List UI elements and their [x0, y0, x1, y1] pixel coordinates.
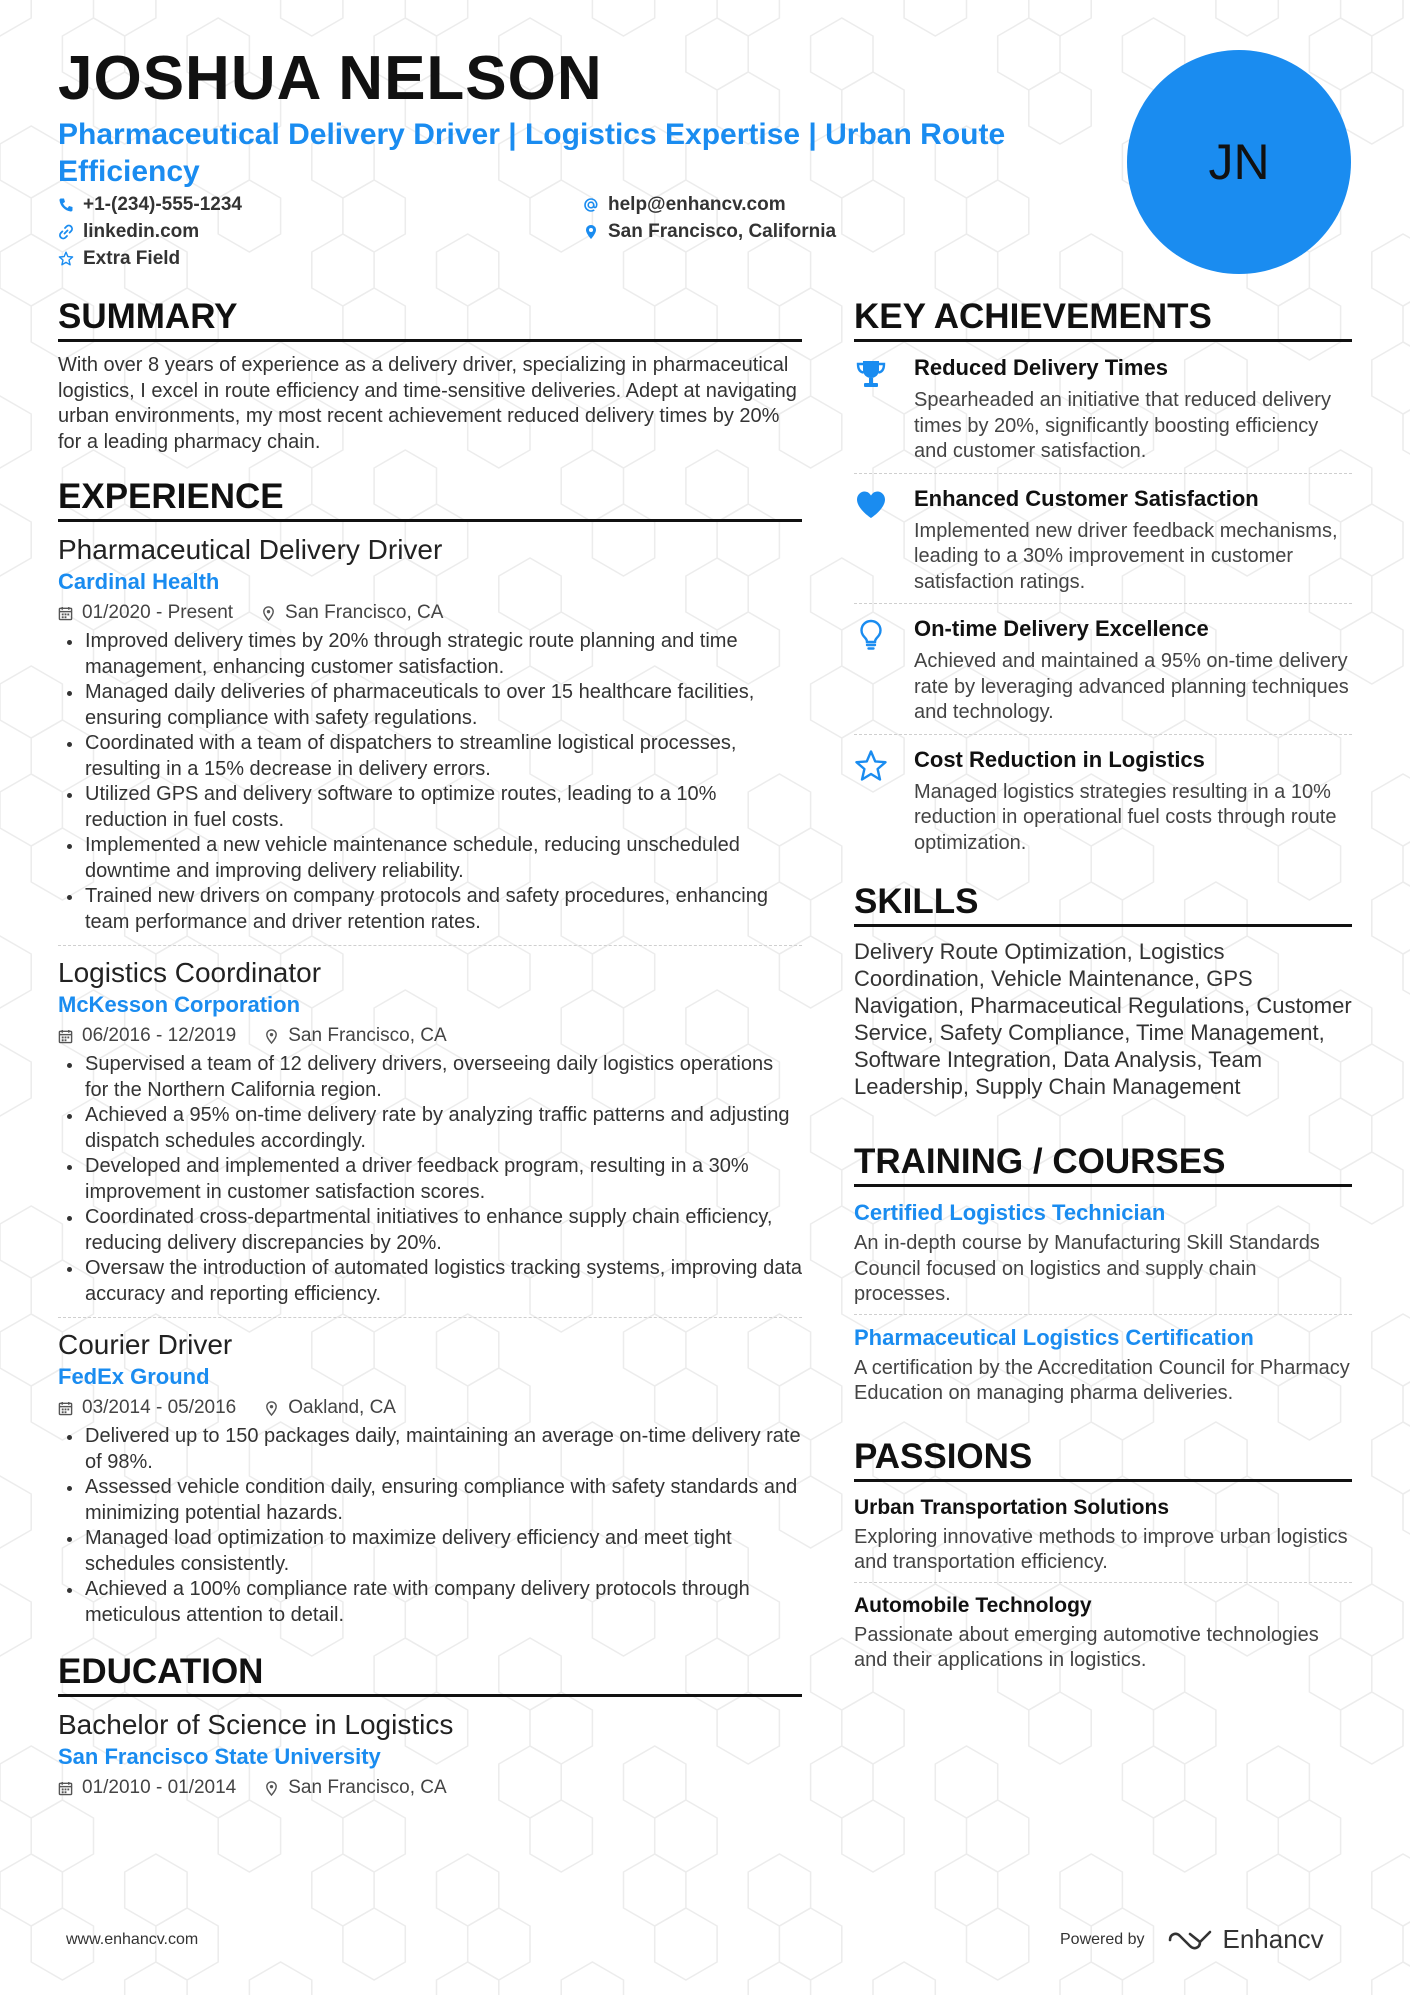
job-bullets [58, 1052, 802, 1307]
lightbulb-icon [854, 618, 888, 652]
degree-title: Bachelor of Science in Logistics [58, 1709, 454, 1740]
contact-extra-text: Extra Field [83, 248, 181, 269]
avatar-initials: JN [1127, 50, 1351, 274]
bullet-item: Assessed vehicle condition daily, ensuring compliance with safety standards and minimizing potential hazards. [58, 1475, 802, 1526]
phone-icon [58, 197, 74, 213]
bullet-item: Implemented a new vehicle maintenance schedule, reducing unscheduled downtime and improving delivery reliability. [58, 833, 802, 884]
passion-title: Urban Transportation Solutions [854, 1495, 1170, 1519]
education-meta [58, 1774, 802, 1802]
course-item [854, 1198, 1352, 1315]
bullet-item: Utilized GPS and delivery software to optimize routes, leading to a 10% reduction in fuel costs. [58, 782, 802, 833]
link-icon [58, 224, 74, 240]
company-name: FedEx Ground [58, 1364, 210, 1389]
location-pin-icon [264, 1781, 279, 1796]
summary-heading: SUMMARY [58, 297, 802, 342]
location-pin-icon [261, 606, 276, 621]
right-column [854, 297, 1352, 1688]
job-location-text: San Francisco, CA [285, 602, 444, 623]
bullet-item: Managed daily deliveries of pharmaceuticals to over 15 healthcare facilities, ensuring compliance with safety regulations. [58, 680, 802, 731]
candidate-headline: Pharmaceutical Delivery Driver | Logistics Expertise | Urban Route Efficiency [58, 118, 1006, 188]
achievement-item [854, 484, 1352, 605]
skills-list: Delivery Route Optimization, Logistics Coordination, Vehicle Maintenance, GPS Navigation, Pharmaceutical Regulations, Customer Service, Safety Compliance, Time Management, Software Integration, Data Analysis, Team Leadership, Supply Chain Management [854, 939, 1352, 1099]
calendar-icon [58, 606, 73, 621]
passion-description: Exploring innovative methods to improve urban logistics and transportation efficiency. [854, 1525, 1348, 1573]
job-title: Logistics Coordinator [58, 957, 322, 988]
bullet-item: Coordinated with a team of dispatchers to streamline logistical processes, resulting in a 15% decrease in delivery errors. [58, 731, 802, 782]
skills-heading: SKILLS [854, 882, 1352, 927]
calendar-icon [58, 1401, 73, 1416]
trophy-icon [854, 357, 888, 391]
experience-entry [58, 533, 802, 946]
achievement-title: Cost Reduction in Logistics [914, 746, 1205, 772]
at-sign-icon [583, 197, 599, 213]
experience-entry [58, 956, 802, 1318]
job-dates: 03/2014 - 05/2016 [82, 1397, 237, 1418]
job-meta [58, 1394, 802, 1422]
calendar-icon [58, 1781, 73, 1796]
job-dates: 01/2020 - Present [82, 602, 234, 623]
left-column [58, 297, 802, 1812]
brand-name: Enhancv [1222, 1924, 1324, 1954]
bullet-item: Coordinated cross-departmental initiatives to enhance supply chain efficiency, reducing delivery discrepancies by 20%. [58, 1205, 802, 1256]
contact-location-text: San Francisco, California [608, 221, 837, 242]
company-name: Cardinal Health [58, 569, 220, 594]
job-location-text: San Francisco, CA [288, 1025, 447, 1046]
contact-phone[interactable] [58, 192, 242, 218]
experience-heading: EXPERIENCE [58, 477, 802, 522]
bullet-item: Oversaw the introduction of automated logistics tracking systems, improving data accuracy and reporting efficiency. [58, 1256, 802, 1307]
bullet-item: Managed load optimization to maximize delivery efficiency and meet tight schedules consistently. [58, 1526, 802, 1577]
bullet-item: Developed and implemented a driver feedback program, resulting in a 30% improvement in customer satisfaction scores. [58, 1154, 802, 1205]
achievement-description: Spearheaded an initiative that reduced delivery times by 20%, significantly boosting efficiency and customer satisfaction. [914, 389, 1331, 462]
achievement-description: Managed logistics strategies resulting in a 10% reduction in operational fuel costs through route optimization. [914, 780, 1337, 854]
passions-heading: PASSIONS [854, 1437, 1352, 1482]
star-icon [854, 749, 888, 783]
job-location [261, 599, 443, 627]
education-dates: 01/2010 - 01/2014 [82, 1777, 237, 1798]
bullet-item: Improved delivery times by 20% through strategic route planning and time management, enhancing customer satisfaction. [58, 629, 802, 680]
powered-by-label: Powered by [1060, 1930, 1145, 1948]
contact-phone-text: +1-(234)-555-1234 [83, 194, 242, 215]
education-entry [58, 1708, 802, 1812]
course-item [854, 1323, 1352, 1413]
job-bullets [58, 629, 802, 935]
candidate-name: JOSHUA NELSON [58, 44, 603, 113]
enhancv-logo-icon [1167, 1928, 1213, 1952]
location-pin-icon [264, 1401, 279, 1416]
contact-email-text: help@enhancv.com [608, 194, 786, 215]
job-title: Courier Driver [58, 1329, 233, 1360]
footer-branding [1060, 1924, 1324, 1955]
contact-linkedin[interactable] [58, 219, 199, 245]
achievements-heading: KEY ACHIEVEMENTS [854, 297, 1352, 342]
passion-description: Passionate about emerging automotive technologies and their applications in logistics. [854, 1623, 1319, 1671]
bullet-item: Achieved a 95% on-time delivery rate by analyzing traffic patterns and adjusting dispatch schedules accordingly. [58, 1103, 802, 1154]
passion-title: Automobile Technology [854, 1593, 1092, 1617]
brand-logo[interactable] [1167, 1924, 1324, 1955]
course-description: An in-depth course by Manufacturing Skill Standards Council focused on logistics and supply chain processes. [854, 1232, 1320, 1305]
job-meta [58, 1022, 802, 1050]
education-location [264, 1774, 446, 1802]
job-bullets [58, 1424, 802, 1628]
contact-location [583, 219, 836, 245]
contact-extra-field [58, 246, 180, 272]
achievement-description: Achieved and maintained a 95% on-time delivery rate by leveraging advanced planning techniques and technology. [914, 650, 1349, 723]
school-name: San Francisco State University [58, 1744, 381, 1769]
bullet-item: Trained new drivers on company protocols and safety procedures, enhancing team performance and driver retention rates. [58, 884, 802, 935]
training-heading: TRAINING / COURSES [854, 1142, 1352, 1187]
job-title: Pharmaceutical Delivery Driver [58, 534, 443, 565]
experience-entry [58, 1328, 802, 1636]
bullet-item: Delivered up to 150 packages daily, maintaining an average on-time delivery rate of 98%. [58, 1424, 802, 1475]
achievement-title: Reduced Delivery Times [914, 355, 1168, 380]
education-heading: EDUCATION [58, 1652, 802, 1697]
company-name: McKesson Corporation [58, 992, 301, 1017]
job-location [264, 1394, 396, 1422]
course-title: Pharmaceutical Logistics Certification [854, 1324, 1254, 1350]
job-meta [58, 599, 802, 627]
contact-email[interactable] [583, 192, 786, 218]
passion-item [854, 1493, 1352, 1583]
location-pin-icon [264, 1029, 279, 1044]
summary-text: With over 8 years of experience as a delivery driver, specializing in pharmaceutical logistics, I excel in route efficiency and time-sensitive deliveries. Adept at navigating urban environments, my most recent achievement reduced delivery times by 20% for a leading pharmacy chain. [58, 354, 797, 453]
achievement-title: On-time Delivery Excellence [914, 616, 1209, 641]
passion-item [854, 1591, 1352, 1680]
job-dates: 06/2016 - 12/2019 [82, 1025, 237, 1046]
heart-icon [854, 488, 888, 522]
calendar-icon [58, 1029, 73, 1044]
footer-website[interactable]: www.enhancv.com [66, 1931, 199, 1948]
achievement-description: Implemented new driver feedback mechanisms, leading to a 30% improvement in customer satisfaction ratings. [914, 519, 1338, 593]
star-outline-icon [58, 251, 74, 267]
job-location-text: Oakland, CA [288, 1397, 396, 1418]
course-title: Certified Logistics Technician [854, 1200, 1166, 1225]
education-location-text: San Francisco, CA [288, 1777, 447, 1798]
achievement-item [854, 745, 1352, 865]
bullet-item: Supervised a team of 12 delivery drivers, overseeing daily logistics operations for the Northern California region. [58, 1052, 802, 1103]
achievement-item [854, 353, 1352, 474]
job-location [264, 1022, 446, 1050]
achievement-item [854, 614, 1352, 735]
location-pin-icon [583, 224, 599, 240]
course-description: A certification by the Accreditation Council for Pharmacy Education on managing pharma deliveries. [854, 1356, 1350, 1404]
contact-linkedin-text: linkedin.com [83, 221, 200, 242]
achievement-title: Enhanced Customer Satisfaction [914, 485, 1259, 511]
bullet-item: Achieved a 100% compliance rate with company delivery protocols through meticulous attention to detail. [58, 1577, 802, 1628]
